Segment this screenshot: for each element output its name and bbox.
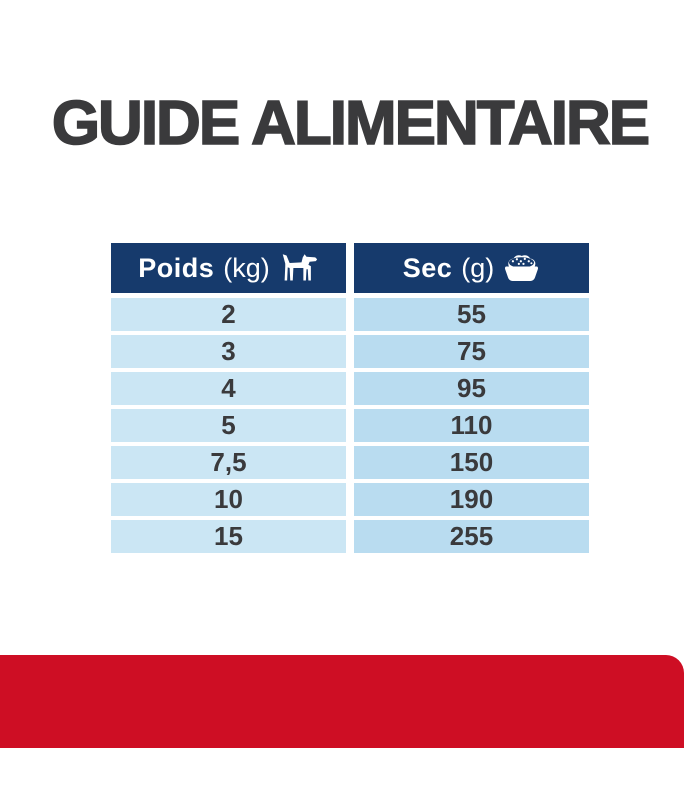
sec-cell: 150 — [354, 446, 589, 479]
poids-cell: 2 — [111, 298, 346, 331]
sec-cell: 95 — [354, 372, 589, 405]
poids-cell: 7,5 — [111, 446, 346, 479]
table-row — [111, 483, 589, 516]
header-cell-sec — [354, 243, 589, 293]
header-unit-kg: (kg) — [223, 252, 270, 283]
header-cell-poids — [111, 243, 346, 293]
poids-cell: 15 — [111, 520, 346, 553]
poids-cell: 4 — [111, 372, 346, 405]
poids-cell: 3 — [111, 335, 346, 368]
poids-cell: 5 — [111, 409, 346, 442]
dog-icon — [279, 254, 319, 282]
sec-cell: 110 — [354, 409, 589, 442]
page-title: GUIDE ALIMENTAIRE — [51, 89, 649, 158]
header-unit-g: (g) — [461, 252, 495, 283]
poids-cell: 10 — [111, 483, 346, 516]
table-row — [111, 520, 589, 553]
table-row — [111, 409, 589, 442]
header-label-poids: Poids — [138, 252, 215, 283]
food-bowl-icon — [503, 255, 540, 282]
table-row — [111, 372, 589, 405]
sec-cell: 255 — [354, 520, 589, 553]
table-body — [111, 298, 589, 553]
feeding-guide-table — [111, 243, 589, 557]
red-accent-band — [0, 655, 684, 748]
table-row — [111, 335, 589, 368]
table-row — [111, 298, 589, 331]
sec-cell: 55 — [354, 298, 589, 331]
table-row — [111, 446, 589, 479]
header-label-sec: Sec — [402, 252, 453, 283]
sec-cell: 190 — [354, 483, 589, 516]
table-header-row — [111, 243, 589, 293]
sec-cell: 75 — [354, 335, 589, 368]
